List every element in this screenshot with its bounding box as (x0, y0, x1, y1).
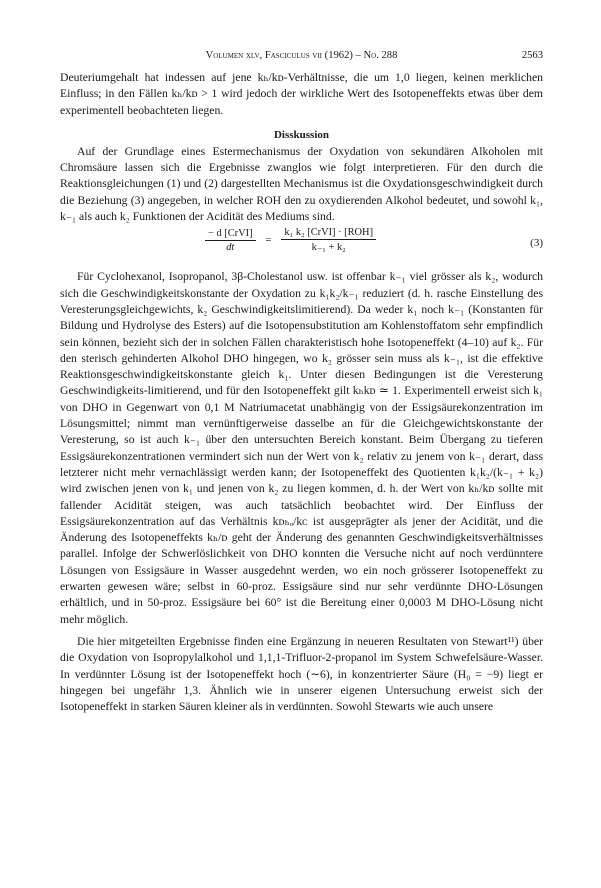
paragraph-interpretation: Für Cyclohexanol, Isopropanol, 3β-Cholestanol usw. ist offenbar k₋₁ viel grösser als k₂, wodurch sich die Geschwindigkeitskonstante der Oxydation zu k₁k₂/k₋₁ reduziert (d. h. rasche Einstellung des Veresterungsgleichgewichts, k₂ Geschwindigkeitslimitierend). Da weder k₁ noch k₋₁ (Konstanten für Bildung und Hydrolyse des Esters) auf die Isotopensubstitution am Kohlenstoffatom sehr empfindlich sein können, bezieht sich der in solchen Fällen charakteristisch hohe Isotopeneffekt (4–10) auf k₂. Für den sterisch gehinderten Alkohol DHO hingegen, wo k₂ grösser sein muss als k₋₁, ist die effektive Reaktionsgeschwindigkeitskonstante gleich k₁. Unter diesen Bedingungen ist die Veresterung Geschwindigkeits-limitierend, und für den Isotopeneffekt gilt kₕkᴅ ≃ 1. Experimentell erweist sich k₁ von DHO in Gegenwart von 0,1 M Natriumacetat unabhängig von der Essigsäurekonzentration im Lösungsmittel; nimmt man vernünftigerweise dasselbe an für die Gleichgewichtskonstante der Veresterung, so ist auch k₋₁ über den untersuchten Bereich konstant. Beim Übergang zu tieferen Essigsäurekonzentrationen vermindert sich nun der Wert von k₂ relativ zu jenem von k₋₁ derart, dass letzterer nicht mehr vernachlässigt werden kann; der Isotopeneffekt des Quotienten k₁k₂/(k₋₁ + k₂) wird zwischen jenen von k₁ und jenen von k₂ zu liegen kommen, d. h. der Wert von kₕ/kᴅ sollte mit fallender Acidität steigen, was auch tatsächlich beobachtet wird. Der Einfluss der Essigsäurekonzentration auf das Verhältnis kᴅₕₒ/kᴄ ist ausgeprägter als jener der Acidität, und die Änderung des Isotopeneffekts kₕ/ᴅ geht der Änderung des genannten Geschwindigkeitsverhältnisses parallel. Infolge der Schwerlöslichkeit von DHO konnten die Versuche nicht auf noch verdünntere Lösungen von Essigsäure in Wasser ausgedehnt werden, wo ein noch grösserer Isotopeneffekt zu erwarten gewesen wäre; selbst in 60-proz. Essigsäure sind nur sehr verdünnte DHO-Lösungen erhältlich, und in 50-proz. Essigsäure bei 60° ist die Bereitung einer 0,0003 M DHO-Lösung nicht mehr möglich. (60, 270, 543, 626)
page-number: 2563 (521, 50, 543, 61)
equation-lhs-numerator: − d [CrVI] (205, 228, 256, 241)
paragraph-mechanism: Auf der Grundlage eines Estermechanismus der Oxydation von sekundären Alkoholen mit Chromsäure lassen sich die Ergebnisse zwanglos wie folgt interpretieren. Für den durch die Reaktionsgleichungen (1) und (2) dargestellten Mechanismus ist die Oxydationsgeschwindigkeit durch die Beziehung (3) angegeben, in welcher ROH den zu oxydierenden Alkohol bedeutet, und sowohl k₁, k₋₁ als auch k₂ Funktionen der Acidität des Mediums sind. (60, 144, 543, 224)
equation-lhs-denominator: dt (226, 241, 235, 253)
equation-rhs (281, 227, 376, 253)
equation-equals-sign: = (265, 234, 272, 246)
running-header (60, 50, 543, 70)
equation-rhs-denominator: k₋₁ + k₂ (311, 242, 346, 254)
journal-page (60, 50, 543, 715)
equation-rhs-numerator: k₁ k₂ [CrVI] · [ROH] (281, 227, 376, 240)
equation-number: (3) (530, 237, 543, 250)
paragraph-stewart-results: Die hier mitgeteilten Ergebnisse finden eine Ergänzung in neueren Resultaten von Stewart¹¹) über die Oxydation von Isopropylalkohol und 1,1,1-Trifluor-2-propanol im System Schwefelsäure-Wasser. In verdünnter Lösung ist der Isotopeneffekt hoch (∼6), in konzentrierter Säure (H₀ = −9) liegt er hingegen bei ungefähr 1,3. Ähnlich wie in unserer eigenen Untersuchung erweist sich der Isotopeneffekt in starken Säuren kleiner als in verdünnten. Sowohl Stewarts wie auch unsere (60, 634, 543, 714)
rate-equation (60, 227, 543, 265)
paragraph-isotope-content: Deuteriumgehalt hat indessen auf jene kₕ/kᴅ-Verhältnisse, die um 1,0 liegen, keinen merklichen Einfluss; in den Fällen kₕ/kᴅ > 1 wird jedoch der wirkliche Wert des Isotopeneffekts etwas über dem experimentell beobachteten liegen. (60, 71, 543, 117)
equation-lhs (205, 228, 256, 253)
running-title: Volumen xlv, Fasciculus vii (1962) – No. 288 (205, 50, 398, 61)
section-heading: Disskussion (273, 128, 330, 141)
